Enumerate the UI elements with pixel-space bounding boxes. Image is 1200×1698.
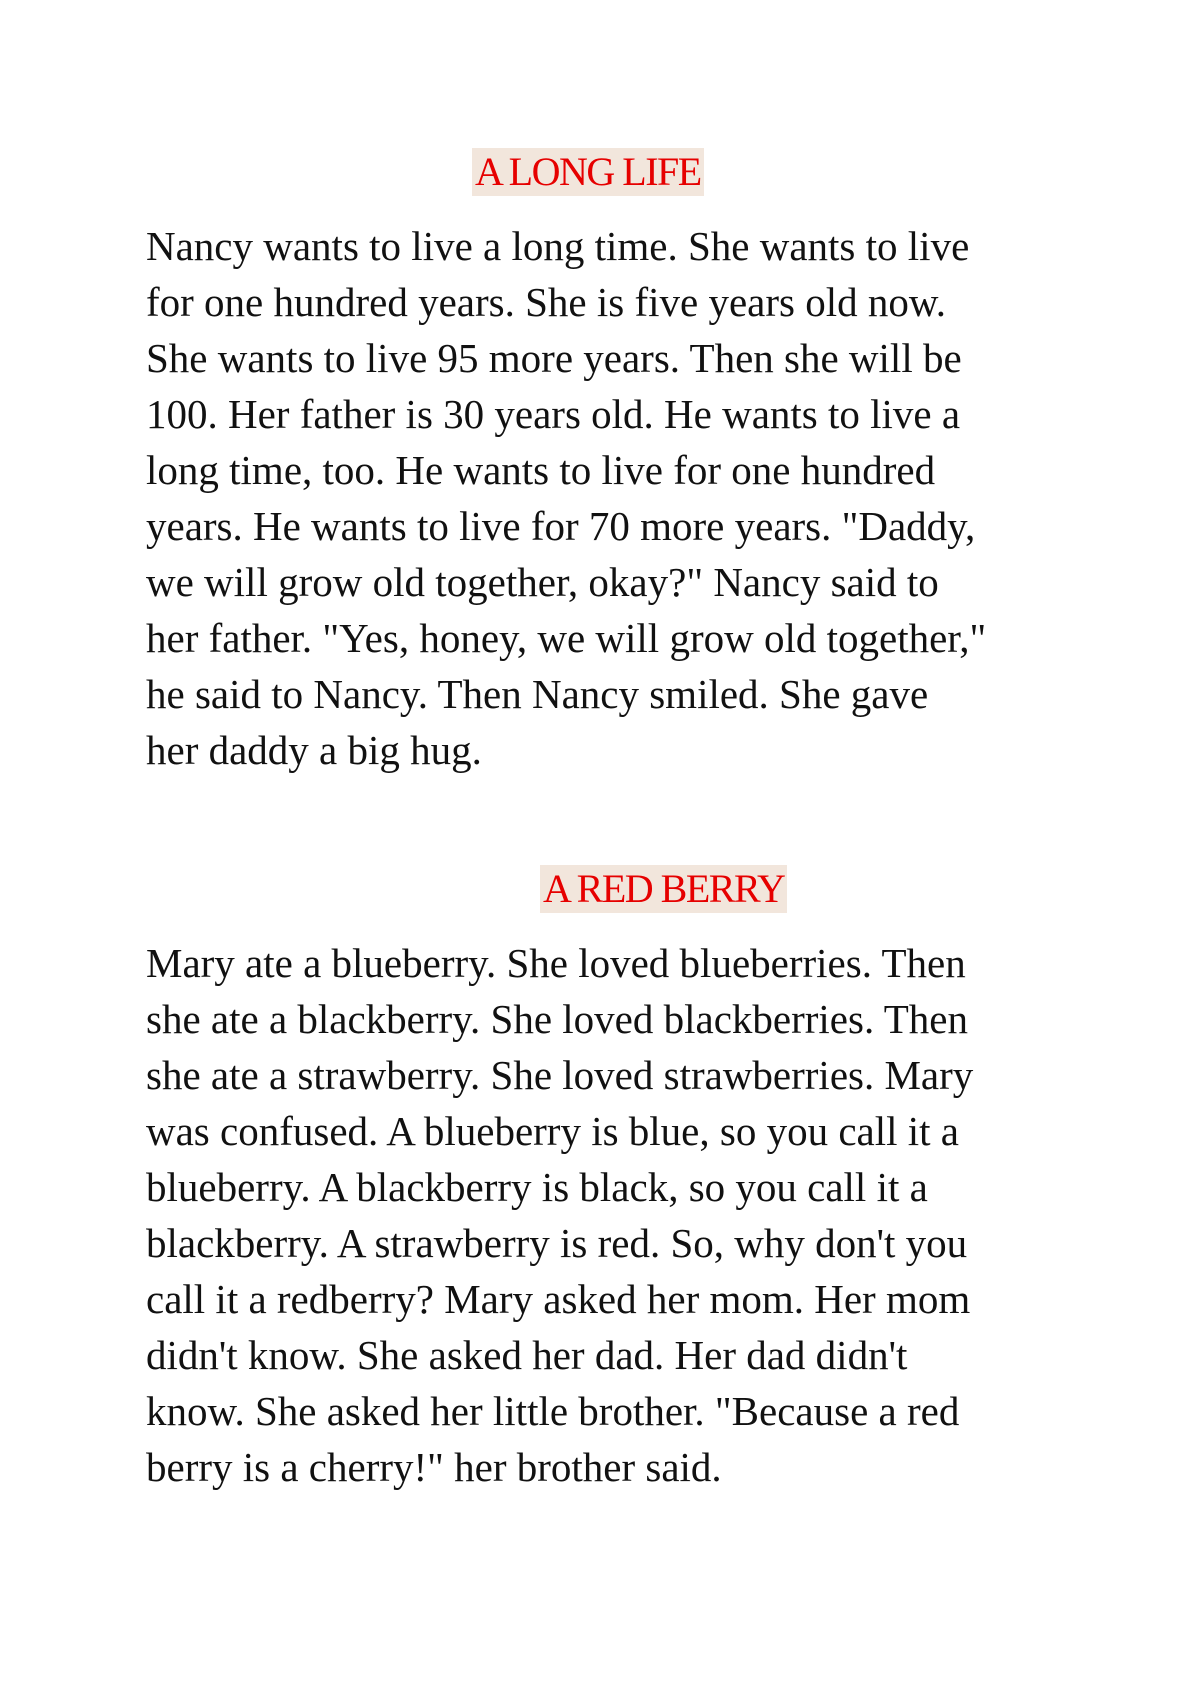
text-line: she ate a strawberry. She loved strawberries. Mary — [146, 1052, 974, 1098]
text-line: know. She asked her little brother. "Because a red — [146, 1388, 960, 1434]
text-line: her father. "Yes, honey, we will grow old together," — [146, 615, 987, 661]
story-2-text — [146, 935, 1086, 1495]
text-line: didn't know. She asked her dad. Her dad didn't — [146, 1332, 908, 1378]
story-1-text — [146, 218, 1086, 778]
story-1-title-block — [472, 147, 704, 197]
story-title: A RED BERRY — [540, 865, 787, 913]
text-line: Nancy wants to live a long time. She wants to live — [146, 223, 970, 269]
text-line: her daddy a big hug. — [146, 727, 482, 773]
text-line: years. He wants to live for 70 more years. "Daddy, — [146, 503, 976, 549]
text-line: Mary ate a blueberry. She loved blueberries. Then — [146, 940, 966, 986]
text-line: berry is a cherry!" her brother said. — [146, 1444, 722, 1490]
text-line: she ate a blackberry. She loved blackberries. Then — [146, 996, 968, 1042]
text-line: blackberry. A strawberry is red. So, why don't you — [146, 1220, 968, 1266]
story-title: A LONG LIFE — [472, 148, 704, 196]
text-line: he said to Nancy. Then Nancy smiled. She gave — [146, 671, 929, 717]
text-line: long time, too. He wants to live for one hundred — [146, 447, 936, 493]
text-line: 100. Her father is 30 years old. He wants to live a — [146, 391, 961, 437]
text-line: She wants to live 95 more years. Then she will be — [146, 335, 962, 381]
text-line: for one hundred years. She is five years old now. — [146, 279, 947, 325]
text-line: we will grow old together, okay?" Nancy said to — [146, 559, 939, 605]
text-line: was confused. A blueberry is blue, so you call it a — [146, 1108, 959, 1154]
text-line: call it a redberry? Mary asked her mom. Her mom — [146, 1276, 971, 1322]
text-line: blueberry. A blackberry is black, so you call it a — [146, 1164, 928, 1210]
story-2-title-block — [540, 864, 787, 914]
